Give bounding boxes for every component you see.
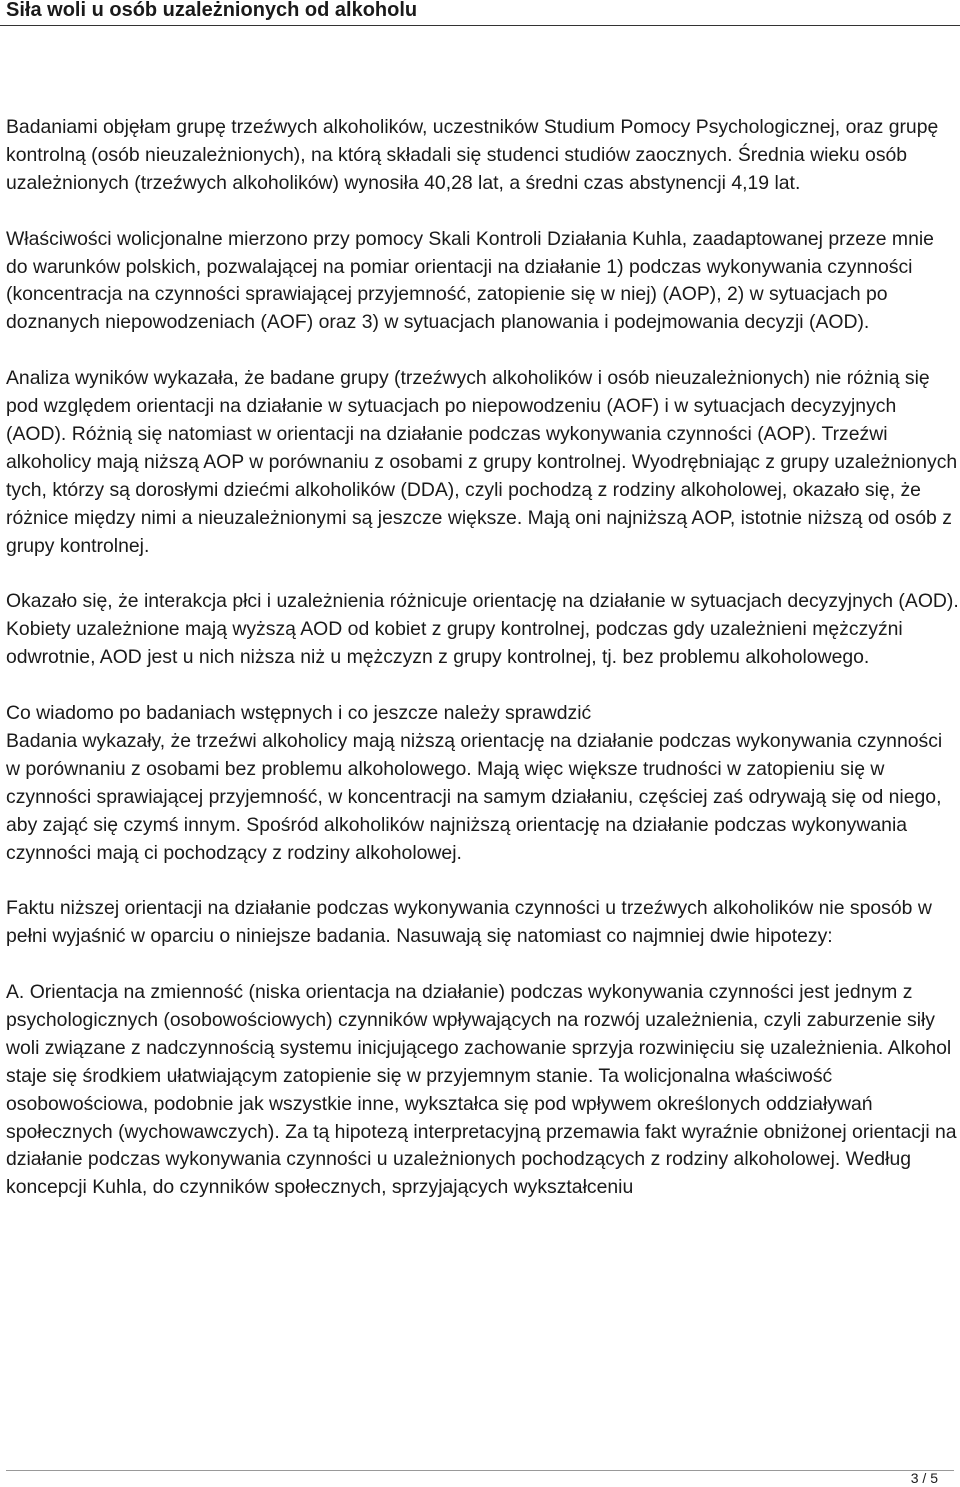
page-number: 3 / 5 — [910, 1470, 938, 1486]
footer-divider — [6, 1470, 954, 1471]
document-title: Siła woli u osób uzależnionych od alkoholu — [6, 0, 418, 21]
paragraph-preliminary-findings: Co wiadomo po badaniach wstępnych i co jeszcze należy sprawdzić Badania wykazały, że trzeźwi alkoholicy mają niższą orientację na działanie podczas wykonywania czynności w porównaniu z osobami bez problemu alkoholowego. Mają więc większe trudności w zatopieniu się w czynności sprawiającej przyjemność, w koncentracji na samym działaniu, częściej zaś odrywają się od niego, aby zająć się czymś innym. Spośród alkoholików najniższą orientację na działanie podczas wykonywania czynności mają ci pochodzący z rodziny alkoholowej. — [6, 701, 943, 864]
header-divider — [0, 25, 960, 26]
paragraph-hypothesis-a: A. Orientacja na zmienność (niska orientacja na działanie) podczas wykonywania czynności jest jednym z psychologicznych (osobowościowych) czynników wpływających na rozwój uzależnienia, czyli zaburzenie siły woli związane z nadczynnością systemu inicjującego zachowanie sprzyja rozwinięciu się uzależnienia. Alkohol staje się środkiem ułatwiającym zatopienie się w przyjemnym stanie. Ta wolicjonalna właściwość osobowościowa, podobnie jak wszystkie inne, wykształca się pod wpływem określonych oddziaływań społecznych (wychowawczych). Za tą hipotezą interpretacyjną przemawia fakt wyraźnie obniżonej orientacji na działanie podczas wykonywania czynności u uzależnionych pochodzących z rodziny alkoholowej. Według koncepcji Kuhla, do czynników społecznych, sprzyjających wykształceniu — [6, 981, 957, 1199]
paragraph-gender-interaction: Okazało się, że interakcja płci i uzależnienia różnicuje orientację na działanie w sytuacjach decyzyjnych (AOD). Kobiety uzależnione mają wyższą AOD od kobiet z grupy kontrolnej, podczas gdy uzależnieni mężczyźni odwrotnie, AOD jest u nich niższa niż u mężczyzn z grupy kontrolnej, tj. bez problemu alkoholowego. — [6, 590, 959, 669]
paragraph-study-groups: Badaniami objęłam grupę trzeźwych alkoholików, uczestników Studium Pomocy Psychologicznej, oraz grupę kontrolną (osób nieuzależnionych), na którą składali się studenci studiów zaocznych. Średnia wieku osób uzależnionych (trzeźwych alkoholików) wynosiła 40,28 lat, a średni czas abstynencji 4,19 lat. — [6, 116, 939, 194]
document-body — [6, 114, 960, 1202]
paragraph-results-analysis: Analiza wyników wykazała, że badane grupy (trzeźwych alkoholików i osób nieuzależnionych) nie różnią się pod względem orientacji na działanie w sytuacjach po niepowodzeniu (AOF) i w sytuacjach decyzyjnych (AOD). Różnią się natomiast w orientacji na działanie podczas wykonywania czynności (AOP). Trzeźwi alkoholicy mają niższą AOP w porównaniu z osobami z grupy kontrolnej. Wyodrębniając z grupy uzależnionych tych, którzy są dorosłymi dziećmi alkoholików (DDA), czyli pochodzą z rodziny alkoholowej, okazało się, że różnice między nimi a nieuzależnionymi są jeszcze większe. Mają oni najniższą AOP, istotnie niższą od osób z grupy kontrolnej. — [6, 367, 958, 557]
paragraph-hypotheses-intro: Faktu niższej orientacji na działanie podczas wykonywania czynności u trzeźwych alkoholików nie sposób w pełni wyjaśnić w oparciu o niniejsze badania. Nasuwają się natomiast co najmniej dwie hipotezy: — [6, 897, 932, 948]
paragraph-volitional-properties: Właściwości wolicjonalne mierzono przy pomocy Skali Kontroli Działania Kuhla, zaadaptowanej przeze mnie do warunków polskich, pozwalającej na pomiar orientacji na działanie 1) podczas wykonywania czynności (koncentracja na czynności sprawiającej przyjemność, zatopienie się w niej) (AOP), 2) w sytuacjach po doznanych niepowodzeniach (AOF) oraz 3) w sytuacjach planowania i podejmowania decyzji (AOD). — [6, 227, 934, 334]
